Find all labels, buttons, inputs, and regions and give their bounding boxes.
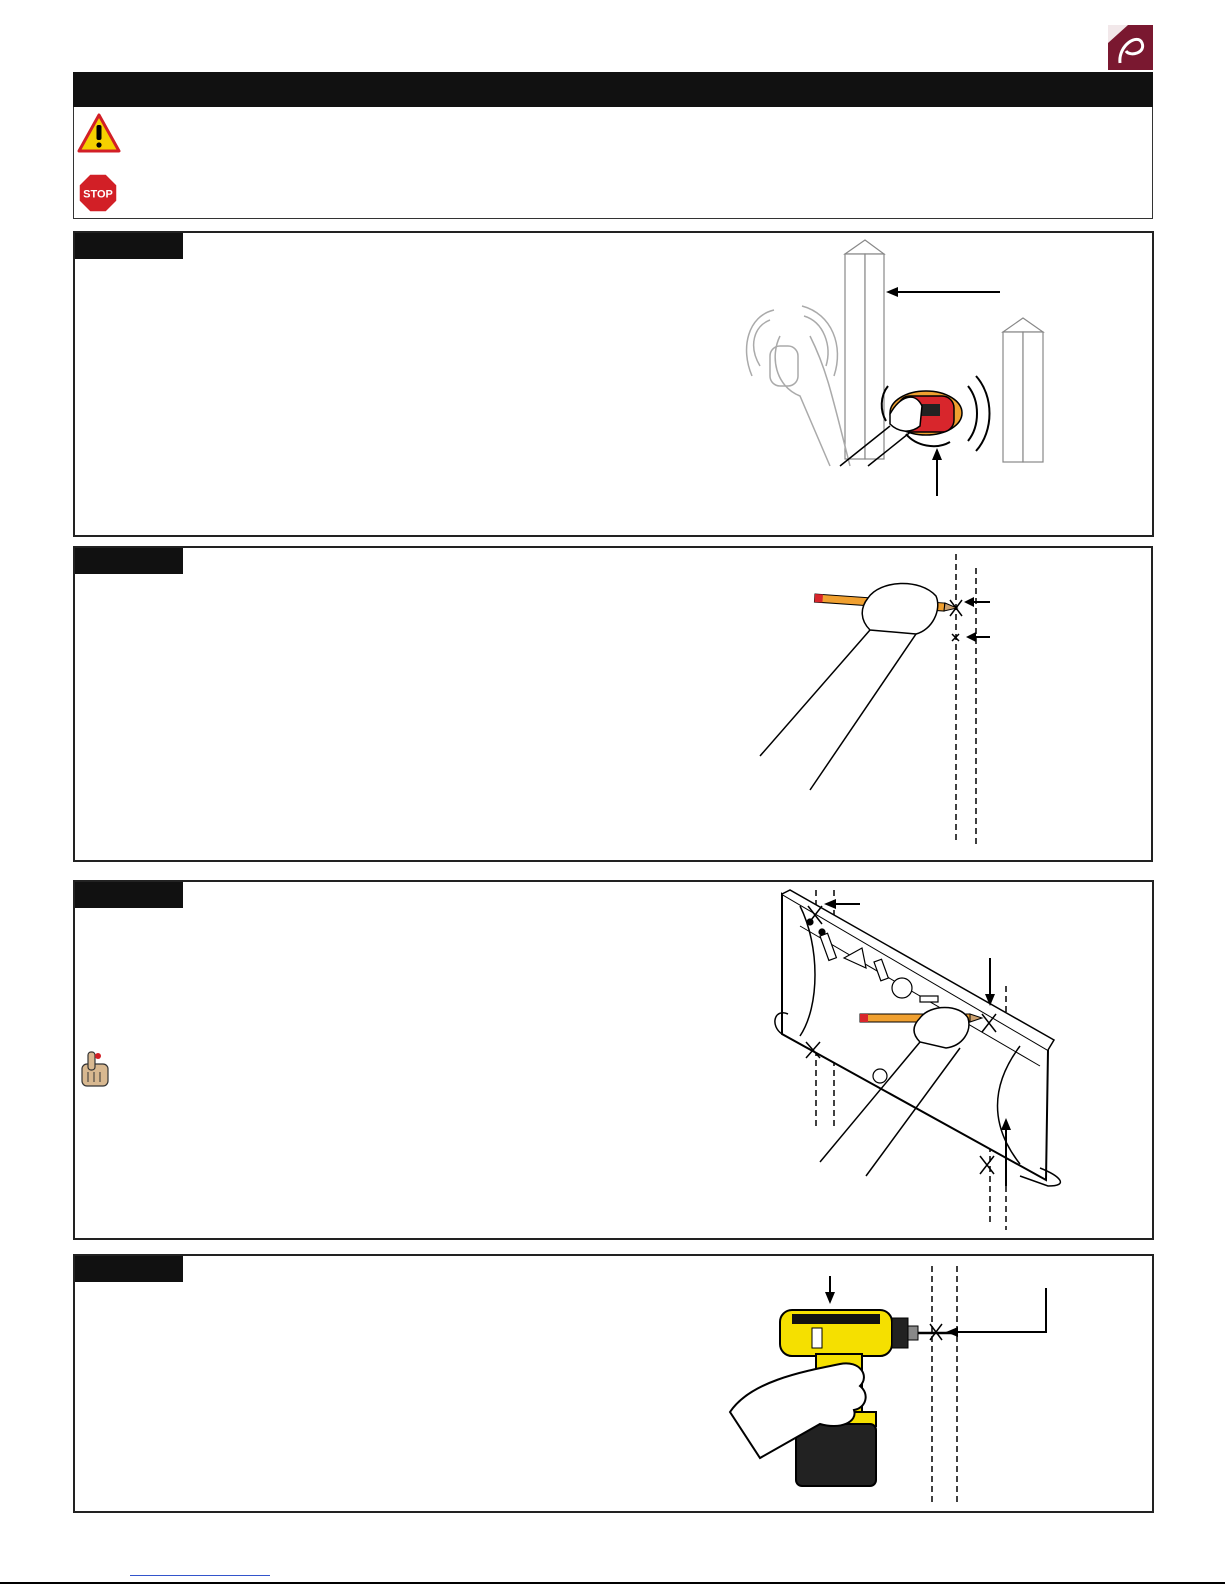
finger-reminder-icon <box>80 1050 112 1088</box>
footer-link-underline[interactable] <box>130 1575 270 1576</box>
drill-pilot-hole-icon <box>720 1262 1070 1510</box>
footer-rule <box>0 1582 1225 1584</box>
step-tab-2 <box>75 548 183 574</box>
step-tab-4 <box>75 1256 183 1282</box>
step-tab-3 <box>75 882 183 908</box>
warning-triangle-icon <box>77 113 121 155</box>
step-tab-1 <box>75 233 183 259</box>
pencil-marking-wall-icon <box>760 550 1020 850</box>
section-header-bar <box>73 72 1153 107</box>
stud-finder-on-wall-icon <box>740 236 1040 516</box>
brand-logo-icon <box>1108 25 1153 70</box>
stop-label: STOP <box>83 188 113 201</box>
wall-plate-marking-icon <box>770 886 1100 1238</box>
stop-sign-icon <box>78 173 118 213</box>
warning-box <box>73 107 1153 219</box>
